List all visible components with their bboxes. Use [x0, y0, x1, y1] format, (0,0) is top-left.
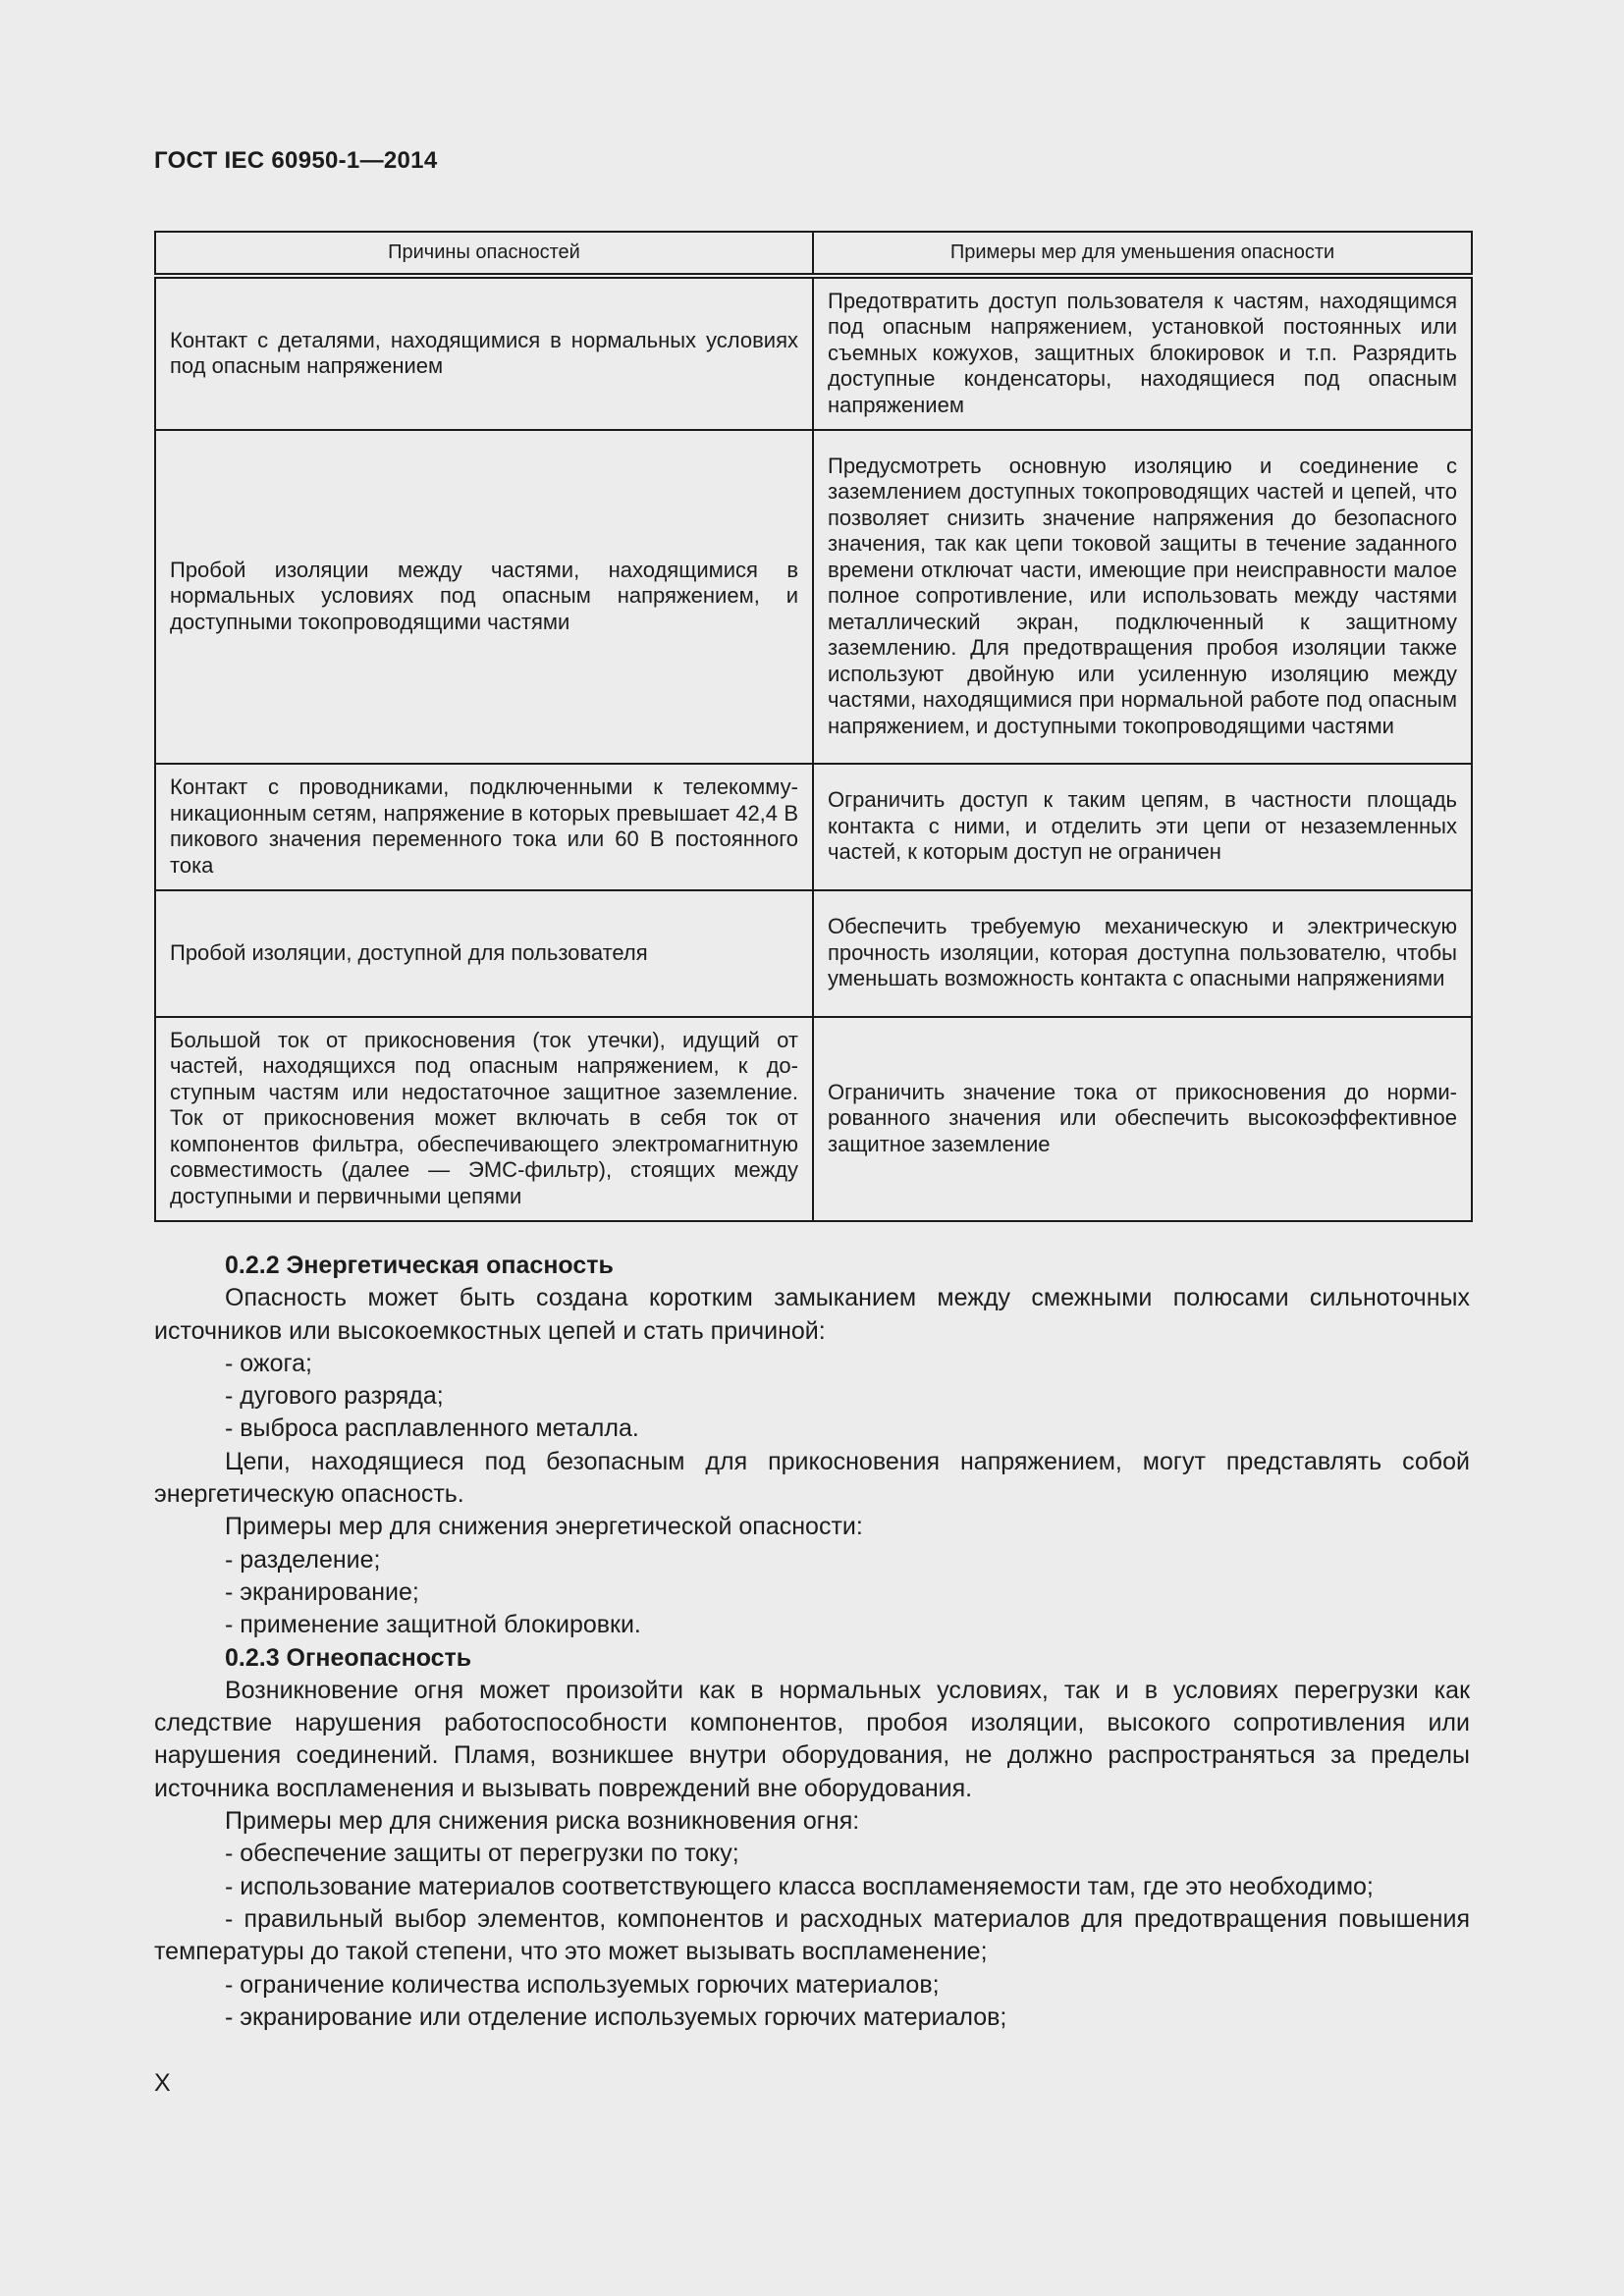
column-header-measures: Примеры мер для уменьшения опасности: [813, 232, 1472, 276]
table-row: [155, 1017, 1472, 1221]
table-row: [155, 276, 1472, 430]
measure-cell: Предусмотреть основную изоляцию и соединение с заземлением доступных токопроводящих частей и цепей, что позволяет снизить значение напряжения до безопасного значения, так как цепи токовой защиты в течение заданного времени отключат части, имеющие при неисправности малое полное сопротивление, или использовать между частями металлический экран, подключенный к защитному заземлению. Для предотвращения пробоя изоляции также используют двойную или усиленную изоляцию между частями, находящимися при нормальной работе под опасным напряжением, и доступными токопроводящими частями: [813, 430, 1472, 764]
section-heading-energy-hazard: 0.2.2 Энергетическая опасность: [225, 1252, 614, 1279]
table-header-row: [155, 232, 1472, 276]
list-item: - правильный выбор элементов, компонентов и расходных материалов для предотвращения повышения температуры до такой степени, что это может вызывать воспламенение;: [154, 1904, 1470, 1966]
measure-cell: Ограничить значение тока от прикосновения до нормированного значения или обеспечить высокоэффективное защитное заземление: [813, 1017, 1472, 1221]
document-header: ГОСТ IEC 60950-1—2014: [154, 147, 438, 174]
paragraph: Возникновение огня может произойти как в нормальных условиях, так и в условиях перегрузки как следствие нарушения работоспособности компонентов, пробоя изоляции, высокого сопротивления или нарушения соединений. Пламя, возникшее внутри оборудования, не должно распространяться за пределы источника воспламенения и вызывать повреждений вне оборудования.: [154, 1676, 1470, 1802]
section-heading-fire-hazard: 0.2.3 Огнеопасность: [225, 1643, 472, 1672]
list-item: - выброса расплавленного металла.: [225, 1415, 639, 1443]
list-item: - экранирование;: [225, 1577, 419, 1606]
list-item: - обеспечение защиты от перегрузки по току;: [225, 1840, 739, 1868]
paragraph: Примеры мер для снижения риска возникновения огня:: [225, 1807, 860, 1836]
list-item: - ожога;: [225, 1349, 312, 1377]
measure-cell: Ограничить доступ к таким цепям, в частности площадь контакта с ними, и отделить эти цепи от незаземленных частей, к которым доступ не ограничен: [813, 764, 1472, 890]
cause-cell: Пробой изоляции между частями, находящимися в нормальных условиях под опасным напряжением, и доступными токопроводящими частями: [155, 430, 813, 764]
paragraph: Примеры мер для снижения энергетической опасности:: [225, 1513, 863, 1541]
measure-cell: Обеспечить требуемую механическую и электрическую прочность изоляции, которая доступна пользователю, чтобы уменьшать возможность контакта с опасными напряжениями: [813, 890, 1472, 1017]
table-row: [155, 430, 1472, 764]
column-header-causes: Причины опасностей: [155, 232, 813, 276]
list-item: - экранирование или отделение используемых горючих материалов;: [225, 2002, 1007, 2031]
body-text: [154, 1250, 1470, 2034]
paragraph: Опасность может быть создана коротким замыканием между смежными полюсами сильноточных источников или высокоемкостных цепей и стать причиной:: [154, 1284, 1470, 1345]
paragraph: Цепи, находящиеся под безопасным для прикосновения напряжением, могут представлять собой энергетическую опасность.: [154, 1447, 1470, 1509]
list-item: - ограничение количества используемых горючих материалов;: [225, 1970, 940, 1999]
table-row: [155, 764, 1472, 890]
list-item: - разделение;: [225, 1545, 381, 1574]
page-number: X: [154, 2069, 171, 2097]
measure-cell: Предотвратить доступ пользователя к частям, находящимся под опасным напряжением, установкой постоянных или съемных кожухов, защитных блокировок и т.п. Разрядить доступные конденсаторы, находящиеся под опасным напряжением: [813, 276, 1472, 430]
hazards-table: [154, 231, 1473, 1222]
cause-cell: Пробой изоляции, доступной для пользователя: [155, 890, 813, 1017]
cause-cell: Контакт с деталями, находящимися в нормальных условиях под опасным напряжением: [155, 276, 813, 430]
cause-cell: Большой ток от прикосновения (ток утечки), идущий от частей, находящихся под опасным напряжением, к доступным частям или недостаточное защитное заземление. Ток от прикосновения может включать в себя ток от компонентов фильтра, обеспечивающего электромагнитную совместимость (далее — ЭМС-фильтр), стоящих между доступными и первичными цепями: [155, 1017, 813, 1221]
list-item: - использование материалов соответствующего класса воспламеняемости там, где это необходимо;: [225, 1872, 1374, 1900]
list-item: - дугового разряда;: [225, 1382, 444, 1411]
table-row: [155, 890, 1472, 1017]
list-item: - применение защитной блокировки.: [225, 1611, 641, 1639]
cause-cell: Контакт с проводниками, подключенными к телекоммуникационным сетям, напряжение в которых превышает 42,4 В пикового значения переменного тока или 60 В постоянного тока: [155, 764, 813, 890]
